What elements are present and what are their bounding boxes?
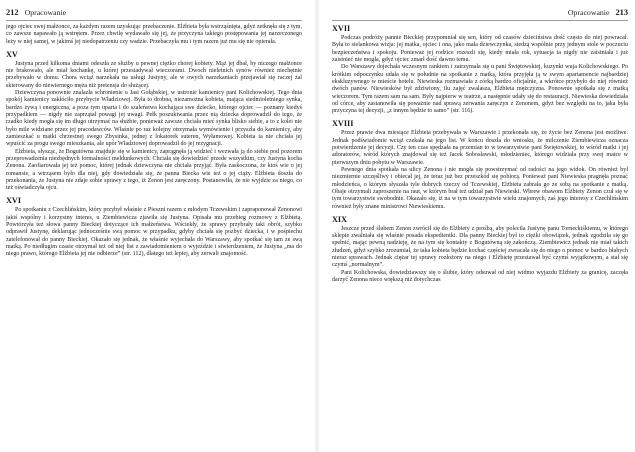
paragraph: Pewnego dnia spotkała na ulicy Zenona i nie mogła się powstrzymać od radości na jego widok. On również był niezmiernie szczęśliwy i obiecał jej, że teraz już bez przeszkód się pobiorą. Ponieważ pani Niewieska pragnęła poznać młodzieńca, o którym słyszała tyle dobrych rzeczy od Tczewskiej, Elżbieta zabrała go ze sobą na spotkanie z matką. Obaje otrzymali zaproszenie na raut, w którym brał też udział pan Niewieski. Wbrew obawom Elżbiety Zenon czuł się w tym towarzystwie swobodnie. Okazało się, iż na w tym towarzystwie wielu znajomych, zaś jego interesy z Czechlińskim również były znane ministrowi Niewieskiemu. xyxy=(332,167,628,210)
page-header xyxy=(6,8,302,21)
page-header xyxy=(332,8,628,21)
right-page xyxy=(332,8,628,448)
paragraph: jego ojciec swej małżonce, za każdym razem uzyskując przebaczenie. Elżbieta była wstrząśnięta, gdyż zetknęła się z tym, co zawsze napawało ją wstrętem. Przez chwilę wydawało się jej, że przyczyna takiego postępowania jej narzeczonego leży w niej samej, w jakimś jej niedopatrzeniu czy wadzie. Przebaczyła mu i tym razem już mu się nie opierała. xyxy=(6,24,302,45)
chapter-heading: XVIII xyxy=(332,119,354,129)
paragraph: Pani Kolichowska, dowiedziawszy się o ślubie, który odsuwał od niej widmo wyjazdu Elżbiety za granicę, zaczęła darzyć Zenona nieco większą niż dotychczas xyxy=(332,269,628,283)
paragraph: Jeszcze przed ślubem Zenon zwrócił się do Elżbiety z prośbą, aby polecila Justynę panu Torneckiśkiemu, w którego sklepie zwalniała się właśnie posada ekspedientki. Dla panny Bieckiej był to ciężki obowiązek, jednak zgodziła się go spełnić, mając pewną nadzieję, że na tym się kontakty z Bogutówną się zakończą. Ziembiewicz jednak nie miał takich złudzeń, gdyż szybko zrozumiał, że taka kobieta będzie kochać częściej zwracała się do niego o pomoc w bardzo błahych nieraz sprawach. Jednak ciężar tej sprawy rozłożony na niego i Elżbietę przestawał być czymś wyjątkowym, a stał się czymś „normalnym”. xyxy=(332,225,628,269)
paragraph: Justyna przed kilkoma dniami odeszła ze służby u pewnej ciężko chorej kobiety. Mąż jej dbał, by niczego małżonce nie brakowało, ale miał kochankę, u której przesiadywał wieczorami. Dwoch nieletnich synów również niechętnie przebywało w domu. Chora wciąż narzekała na usługi Justyny, ale w owych narzekaniach przejawiał się raczej żal skierowany do niewiernego męża niż pretensja do służącej. xyxy=(6,60,302,89)
chapter-heading: XVII xyxy=(332,24,351,33)
paragraph: Przez prawie dwa miesiące Elżbieta przebywała w Warszawie i przekonała się, że życie bez Zenona jest możliwe. Jednak podświadomie wciąż czekała na jego list. W końcu doszła do wniosku, że milczenie Ziembiewicza oznacza potwierdzenie jej decyzji. Czy ten czas spędzała na przemian to w towarzystwie pani Świętowskiej, to wśród matki i jej adoratorów, wśród których znajdował się też Jacek Sobosławski, młodzieniec, którego widziała przy swej matce w pierwszym dniu pobytu w Warszawie. xyxy=(332,130,628,166)
paragraph: Dziewczyna ponownie znalazła schronienie u Jasi Gołąbskiej, w ustronie kamienicy pani Kolichowskiej. Tego dnia spokój kamienicy zakłóciło przybycie Władziowej. Była to drobna, niezamożna kobieta, mająca siedmioletniego synka, bardzo żywą i energiczna, a poza tym uparta i do szaleństwa kochająca swe dziecko, którego ojciec — poznany kiedyś przypadkiem — nigdy nie zaprzątał powagi jej uwagi. Pełk poszukiwania przez nią dziecka doprowadził do tego, że rzadko kiedy mogła się im długo utrzymać na służbie, ponieważ zawsze chciała mieć synka blisko siebie, a to z kolei nie było mile widziane przez jej pracodawców. Właśnie po raz kolejny otrzymała wymówienie i przyszła do kamienicy, aby zamieszkać u matki chrzestnej swego Zbysinka, jednej z lokatorek suteren, Wyłamowej. Kobieta ta nie chciała jej wpuścić za progu swego mieszkania, ale upór Władziowej doprowadził do jej rezygnacji. xyxy=(6,89,302,148)
running-title: Opracowanie xyxy=(567,8,610,17)
page-body xyxy=(332,24,628,284)
running-title: Opracowanie xyxy=(24,8,67,17)
chapter-heading: XVI xyxy=(6,196,22,206)
book-gutter xyxy=(314,0,320,452)
left-page xyxy=(6,8,302,448)
paragraph: Elżbieta, słysząc, że Bogutówna znajduje się w kamienicy, zaprągnęła ją widzieć i wezwała ją do siebie pod pozorem przeprowadzenia niezbędnych formalności meldunkowych. Chciała się dowiedzieć przede wszystkim, czy Justyna kocha Zenona. Zaofiarowała jej też pomoc, której jednak dziewczyna nie chciała przyjąć. Była zaskoczona, że ktoś wie o jej romansie, a wtrząsem było dla niej, gdy dowiedziała się, że panna Biecka wie też o jej ciąży. Elżbieta doszła do przekonania, że Justyna nie zdaje sobie sprawy z tego, iż Zenon jest zaręczony. Postanowiła, że nie wyjdzie za niego, co też oświadczyła ojcu. xyxy=(6,148,302,192)
paragraph: Do Warszawy dojechała wczesnym rankiem i zatrzymała się u pani Świętowskiej, kuzynki wuja Kolichowskiego. Po krótkim odpoczynku udała się w południe na spotkanie z matką, która przyjęła ją w swym apartamencie najbardziej ekskluzywnego w mieście hotelu. Niewieska rozmawiała z córką bardzo oficjalnie, a wkrótce przybyło do niej również dwóch panów. Niewiesków był zdziwiony, ilu zajęć zwalasza, Elżbieta mężczyzna. Ponownie spotkała się z matką wieczorem. Tym razem sam na sam. Były najpierw w teatrze, a następnie udały się do restauracji. Niewieska dowiedziała od córce, aby zastanowiła się poważnie nad sprawą zerwania zaręczyn z Zenonem, gdyż bez względu na to, jaka była przyczyna tej decyzji, „z innym będzie to samo” (str. 116). xyxy=(332,64,628,115)
page-body xyxy=(6,24,302,259)
chapter-heading: XIX xyxy=(332,214,348,224)
paragraph: Po spotkaniu z Czechlińskim, który przybył właśnie z Pieszni razem z młodym Tczewskim i zapraponował Zenonowi jakiś wspólny i korzystny interes, u Ziembiewicza zjawiła się Justyna. Opisała mu przebieg rozmowy z Elżbietą. Powtórzyła też słowa panny Bieckiej dotyczące ich małżeństwa. Wściekły, że sprawy przybrały taki obrót, szybko odprawił Justynę, deklarując jednocześnie swą pomoc w przypadku, gdyby chciała się pozbyć dziecka, i w pośpiechu zatelefonował do panny Bieckiej. Okazało się jednak, że właśnie wyjechała do Warszawy, aby spotkać się tam ze swą matką. Po niedługim czasie otrzymał też od niej list z zawiadomieniem o wyjeździe i stwierdzeniem, że Justyna „ma do niego prawo, którego Elżbieta jej nie odbierze” (str. 112), dlatego też lepiej, aby zerwali znajomość. xyxy=(6,207,302,258)
chapter-heading: XV xyxy=(6,49,18,59)
paragraph: Podczas podróży pannie Bieckiej przypomniał się sen, który od czasów dzieciństwa dość często do niej powracał. Była to sielankowa wizja: jej matka, ojciec i ona, jako mała dziewczynka, siedzą wspólnie przy jednym stole w poczuciu bezpieczeństwa i spokoju. Ponieważ jej rodzice rozeszli się, kiedy miała rok, sytuacja ta nigdy nie zaistniała i już zaistnieć nie mogła, gdyż ojciec zmarł dość dawno temu. xyxy=(332,35,628,64)
page-number: 212 xyxy=(6,8,19,17)
page-number: 213 xyxy=(615,8,628,17)
